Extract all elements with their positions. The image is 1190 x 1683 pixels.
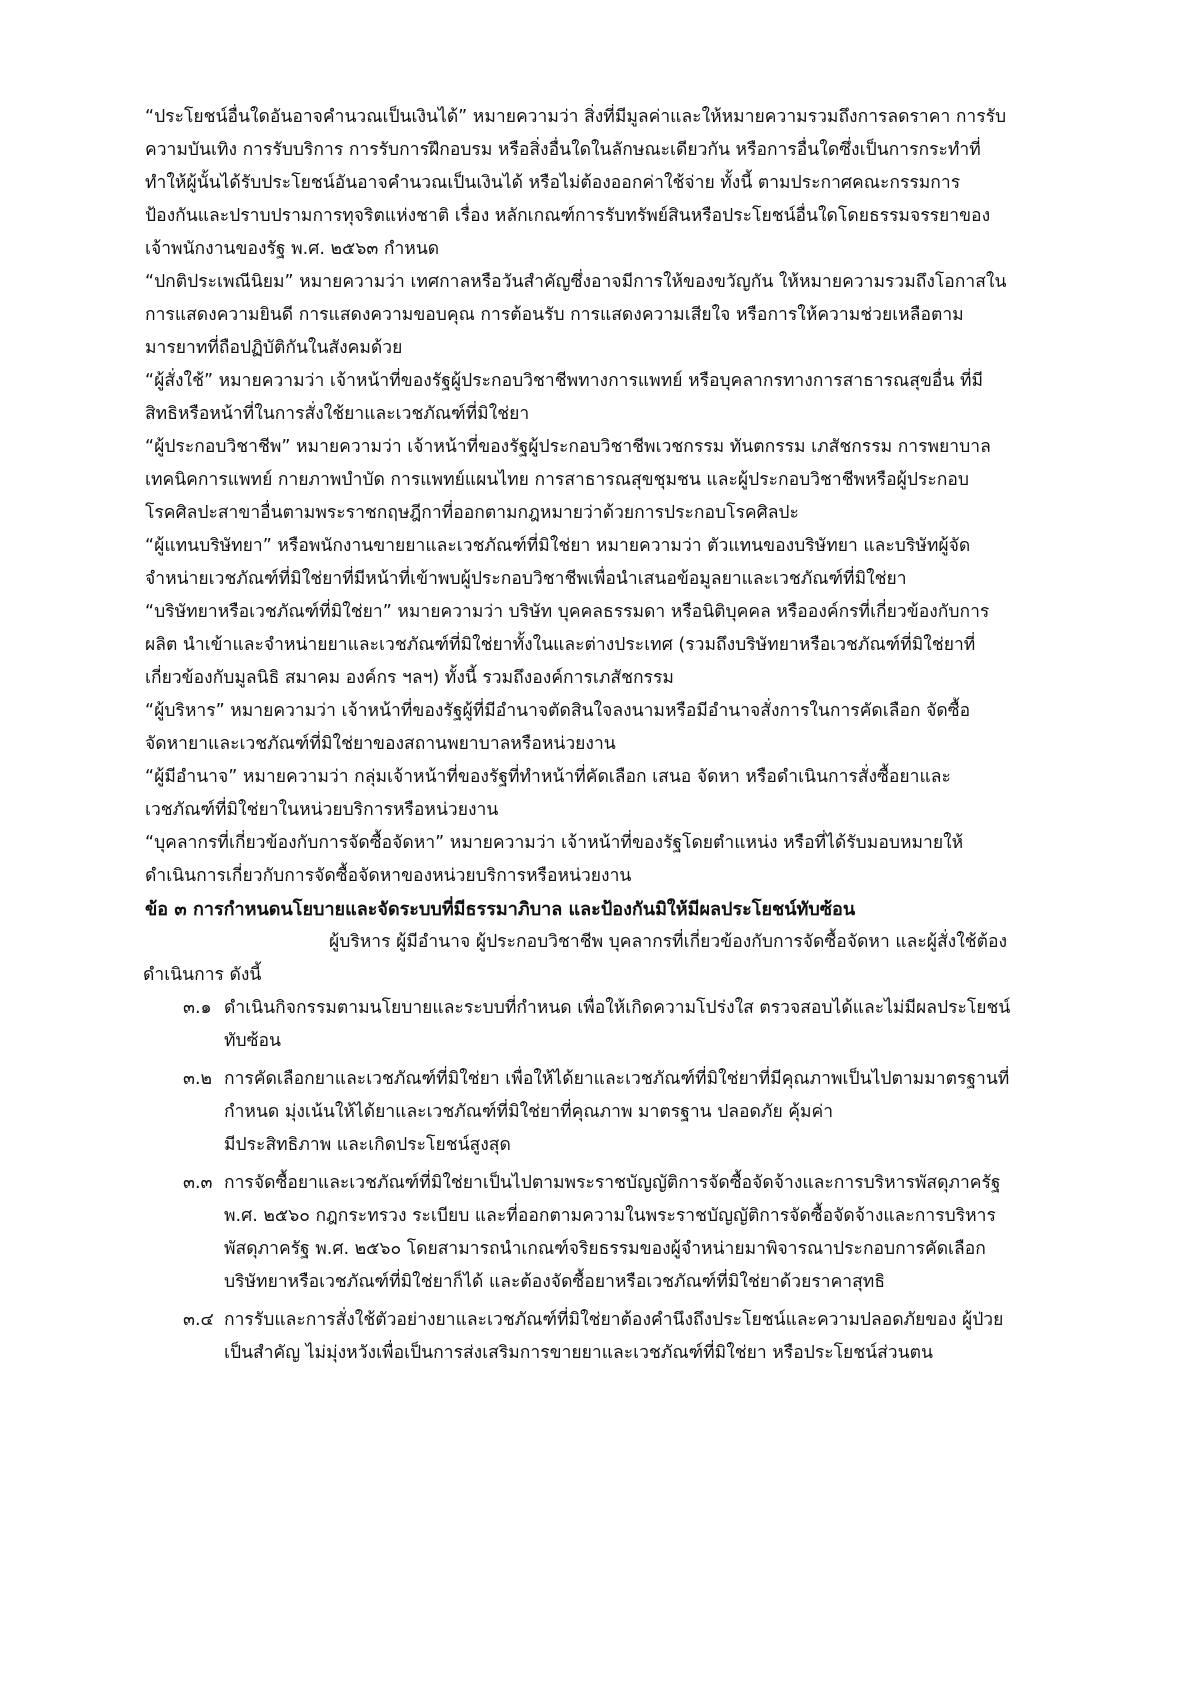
section-intro-continued: ดำเนินการ ดังนี้ xyxy=(143,965,262,985)
text-line: ทำให้ผู้นั้นได้รับประโยชน์อันอาจคำนวณเป็นเงินได้ หรือไม่ต้องออกค่าใช้จ่าย ทั้งนี้ ตามประกาศคณะกรรมการ xyxy=(145,173,961,193)
text-line: เกี่ยวข้องกับมูลนิธิ สมาคม องค์กร ฯลฯ) ทั้งนี้ รวมถึงองค์การเภสัชกรรม xyxy=(145,668,674,688)
text-line: ดำเนินกิจกรรมตามนโยบายและระบบที่กำหนด เพื่อให้เกิดความโปร่งใส ตรวจสอบได้และไม่มีผลประโยชน์ xyxy=(224,998,1011,1018)
text-line: มารยาทที่ถือปฏิบัติกันในสังคมด้วย xyxy=(145,338,403,358)
text-line: กำหนด มุ่งเน้นให้ได้ยาและเวชภัณฑ์ที่มิใช่ยาที่คุณภาพ มาตรฐาน ปลอดภัย คุ้มค่า xyxy=(224,1102,834,1122)
text-line: “ปกติประเพณีนิยม” หมายความว่า เทศกาลหรือวันสำคัญซึ่งอาจมีการให้ของขวัญกัน ให้หมายความรวมถึงโอกาสใน xyxy=(145,272,1007,292)
text-line: พัสดุภาครัฐ พ.ศ. ๒๕๖๐ โดยสามารถนำเกณฑ์จริยธรรมของผู้จำหน่ายมาพิจารณาประกอบการคัดเลือก xyxy=(224,1239,986,1259)
text-line: การแสดงความยินดี การแสดงความขอบคุณ การต้อนรับ การแสดงความเสียใจ หรือการให้ความช่วยเหลือตาม xyxy=(145,305,964,325)
text-line: ป้องกันและปราบปรามการทุจริตแห่งชาติ เรื่อง หลักเกณฑ์การรับทรัพย์สินหรือประโยชน์อื่นใดโดยธรรมจรรยาของ xyxy=(145,206,991,226)
text-line: การรับและการสั่งใช้ตัวอย่างยาและเวชภัณฑ์ที่มิใช่ยาต้องคำนึงถึงประโยชน์และความปลอดภัยของ ผู้ป่วย xyxy=(224,1310,1004,1330)
text-line: “ผู้สั่งใช้” หมายความว่า เจ้าหน้าที่ของรัฐผู้ประกอบวิชาชีพทางการแพทย์ หรือบุคลากรทางการสาธารณสุขอื่น ที่มี xyxy=(145,371,984,391)
list-item xyxy=(183,1304,1128,1370)
text-line: เป็นสำคัญ ไม่มุ่งหวังเพื่อเป็นการส่งเสริมการขายยาและเวชภัณฑ์ที่มิใช่ยา หรือประโยชน์ส่วนตน xyxy=(224,1343,933,1363)
text-line: บริษัทยาหรือเวชภัณฑ์ที่มิใช่ยาก็ได้ และต้องจัดซื้อยาหรือเวชภัณฑ์ที่มิใช่ยาด้วยราคาสุทธิ xyxy=(224,1272,886,1292)
text-line: การจัดซื้อยาและเวชภัณฑ์ที่มิใช่ยาเป็นไปตามพระราชบัญญัติการจัดซื้อจัดจ้างและการบริหารพัสดุภาครัฐ xyxy=(224,1173,1001,1193)
definition-list xyxy=(145,101,1128,893)
text-line: “ผู้บริหาร” หมายความว่า เจ้าหน้าที่ของรัฐผู้ที่มีอำนาจตัดสินใจลงนามหรือมีอำนาจสั่งการในการคัดเลือก จัดซื้อ xyxy=(145,701,971,721)
definition-prescriber xyxy=(145,365,1128,431)
item-number: ๓.๓ xyxy=(183,1173,213,1193)
text-line: จำหน่ายเวชภัณฑ์ที่มิใช่ยาที่มีหน้าที่เข้าพบผู้ประกอบวิชาชีพเพื่อนำเสนอข้อมูลยาและเวชภัณฑ์ที่มิใช่ยา xyxy=(145,569,907,589)
definition-authority xyxy=(145,761,1128,827)
definition-practitioner xyxy=(145,431,1128,530)
text-line: มีประสิทธิภาพ และเกิดประโยชน์สูงสุด xyxy=(224,1135,511,1155)
text-line: ดำเนินการเกี่ยวกับการจัดซื้อจัดหาของหน่วยบริการหรือหน่วยงาน xyxy=(145,866,632,886)
list-item xyxy=(183,992,1128,1058)
definition-company xyxy=(145,596,1128,695)
item-number: ๓.๔ xyxy=(183,1310,214,1330)
text-line: เทคนิคการแพทย์ กายภาพบำบัด การแพทย์แผนไทย การสาธารณสุขชุมชน และผู้ประกอบวิชาชีพหรือผู้ประกอบ xyxy=(145,470,969,490)
list-item xyxy=(183,1063,1128,1162)
definition-procurement-staff xyxy=(145,827,1128,893)
definition-executive xyxy=(145,695,1128,761)
text-line: “ผู้แทนบริษัทยา” หรือพนักงานขายยาและเวชภัณฑ์ที่มิใช่ยา หมายความว่า ตัวแทนของบริษัทยา และบริษัทผู้จัด xyxy=(145,536,971,556)
text-line: โรคศิลปะสาขาอื่นตามพระราชกฤษฎีกาที่ออกตามกฎหมายว่าด้วยการประกอบโรคศิลปะ xyxy=(145,503,799,523)
section-heading: ข้อ ๓ การกำหนดนโยบายและจัดระบบที่มีธรรมาภิบาล และป้องกันมิให้มีผลประโยชน์ทับซ้อน xyxy=(145,899,856,920)
text-line: สิทธิหรือหน้าที่ในการสั่งใช้ยาและเวชภัณฑ์ที่มิใช่ยา xyxy=(145,404,530,424)
text-line: ทับซ้อน xyxy=(224,1031,281,1051)
text-line: เวชภัณฑ์ที่มิใช่ยาในหน่วยบริการหรือหน่วยงาน xyxy=(145,800,499,820)
definition-benefit xyxy=(145,101,1128,266)
text-line: เจ้าพนักงานของรัฐ พ.ศ. ๒๕๖๓ กำหนด xyxy=(145,239,440,259)
definition-representative xyxy=(145,530,1128,596)
section-intro: ผู้บริหาร ผู้มีอำนาจ ผู้ประกอบวิชาชีพ บุคลากรที่เกี่ยวข้องกับการจัดซื้อจัดหา และผู้สั่งใช้ต้อง xyxy=(329,932,1008,952)
text-line: จัดหายาและเวชภัณฑ์ที่มิใช่ยาของสถานพยาบาลหรือหน่วยงาน xyxy=(145,734,616,754)
definition-custom xyxy=(145,266,1128,365)
list-item xyxy=(183,1167,1128,1299)
text-line: “ประโยชน์อื่นใดอันอาจคำนวณเป็นเงินได้” หมายความว่า สิ่งที่มีมูลค่าและให้หมายความรวมถึงการลดราคา การรับ xyxy=(145,107,1007,127)
text-line: “บริษัทยาหรือเวชภัณฑ์ที่มิใช่ยา” หมายความว่า บริษัท บุคคลธรรมดา หรือนิติบุคคล หรือองค์กรที่เกี่ยวข้องกับการ xyxy=(145,602,990,622)
text-line: พ.ศ. ๒๕๖๐ กฎกระทรวง ระเบียบ และที่ออกตามความในพระราชบัญญัติการจัดซื้อจัดจ้างและการบริหาร xyxy=(224,1206,996,1226)
item-number: ๓.๒ xyxy=(183,1069,213,1089)
item-number: ๓.๑ xyxy=(183,998,212,1018)
section-3 xyxy=(145,893,1128,1370)
text-line: การคัดเลือกยาและเวชภัณฑ์ที่มิใช่ยา เพื่อให้ได้ยาและเวชภัณฑ์ที่มิใช่ยาที่มีคุณภาพเป็นไปตามมาตรฐานที่ xyxy=(224,1069,1010,1089)
text-line: “ผู้ประกอบวิชาชีพ” หมายความว่า เจ้าหน้าที่ของรัฐผู้ประกอบวิชาชีพเวชกรรม ทันตกรรม เภสัชกรรม การพยาบาล xyxy=(145,437,991,457)
text-line: ความบันเทิง การรับบริการ การรับการฝึกอบรม หรือสิ่งอื่นใดในลักษณะเดียวกัน หรือการอื่นใดซึ่งเป็นการกระทำที่ xyxy=(145,140,981,160)
text-line: ผลิต นำเข้าและจำหน่ายยาและเวชภัณฑ์ที่มิใช่ยาทั้งในและต่างประเทศ (รวมถึงบริษัทยาหรือเวชภัณฑ์ที่มิใช่ยาที่ xyxy=(145,635,976,655)
text-line: “ผู้มีอำนาจ” หมายความว่า กลุ่มเจ้าหน้าที่ของรัฐที่ทำหน้าที่คัดเลือก เสนอ จัดหา หรือดำเนินการสั่งซื้อยาและ xyxy=(145,767,951,787)
text-line: “บุคลากรที่เกี่ยวข้องกับการจัดซื้อจัดหา” หมายความว่า เจ้าหน้าที่ของรัฐโดยตำแหน่ง หรือที่ได้รับมอบหมายให้ xyxy=(145,833,964,853)
